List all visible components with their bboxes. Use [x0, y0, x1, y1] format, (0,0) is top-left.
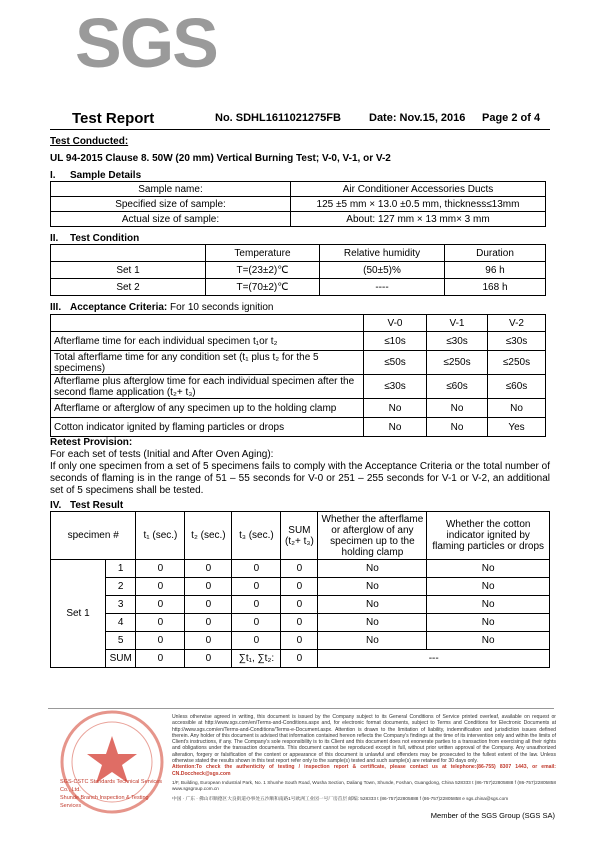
retest-line1: For each set of tests (Initial and After Oven Aging):	[50, 449, 274, 460]
test-standard: UL 94-2015 Clause 8. 50W (20 mm) Vertical Burning Test; V-0, V-1, or V-2	[50, 153, 391, 164]
specimen-number: 1	[106, 560, 136, 578]
cotton-result: No	[427, 614, 550, 632]
sum-value: 0	[281, 614, 318, 632]
criterion: Total afterflame time for any condition set (t₁ plus t₂ for the 5 specimens)	[51, 351, 364, 375]
sample-value: Air Conditioner Accessories Ducts	[291, 182, 546, 197]
seal-text	[60, 778, 170, 810]
criterion-value: No	[364, 399, 427, 418]
col-header: V-2	[488, 315, 546, 332]
t2-value: 0	[185, 596, 232, 614]
retest-line2: If only one specimen from a set of 5 specimens fails to comply with the Acceptance Criteria or the total number of seconds of flaming is in the range of 51 – 55 seconds for V-0 or 251 – 255 seconds for V-1 or V-2, an additional set of 5 specimens shall be tested.	[50, 461, 550, 497]
sum-label: SUM	[106, 650, 136, 668]
duration: 168 h	[445, 279, 546, 296]
t3-value: 0	[232, 578, 281, 596]
report-title: Test Report	[72, 110, 155, 127]
section-i-number: I.	[50, 170, 56, 181]
sgs-logo: SGS	[75, 4, 217, 82]
col-header: V-1	[427, 315, 488, 332]
cotton-result: No	[427, 596, 550, 614]
temperature: T=(23±2)℃	[206, 262, 320, 279]
address-cn: 中国 · 广东 · 佛山市顺德区大良街道办事处五沙顺和南路1号欧洲工业园一号厂房首层 邮编: 528333 t (86-757)22805888 f (86-757)22805858 e sgs.china@sgs.com	[172, 795, 509, 801]
criterion-value: ≤10s	[364, 332, 427, 351]
member-line: Member of the SGS Group (SGS SA)	[430, 811, 555, 820]
col-header: specimen #	[51, 512, 136, 560]
col-header: SUM (t₂+ t₃)	[281, 512, 318, 560]
col-header: t₂ (sec.)	[185, 512, 232, 560]
section-ii-heading: Test Condition	[70, 233, 140, 244]
set-label: Set 2	[51, 279, 206, 296]
sample-value: 125 ±5 mm × 13.0 ±0.5 mm, thickness≤13mm	[291, 197, 546, 212]
t1-value: 0	[136, 632, 185, 650]
col-header: Duration	[445, 245, 546, 262]
criterion-value: No	[488, 399, 546, 418]
footer-text	[172, 714, 556, 802]
t3-value: 0	[232, 632, 281, 650]
disclaimer: Unless otherwise agreed in writing, this document is issued by the Company subject to its General Conditions of Service printed overleaf, available on request or accessible at http://www.sgs.com/en/Terms-and-Conditions.aspx and, for electronic format documents, subject to Terms and Conditions for Electronic Documents at http://www.sgs.com/en/Terms-and-Conditions/Terms-e-Document.aspx. Attention is drawn to the limitation of liability, indemnification and jurisdiction issues defined therein. Any holder of this document is advised that information contained hereon reflects the Company's findings at the time of its intervention only and within the limits of Client's instructions, if any. The Company's sole responsibility is to its Client and this document does not exonerate parties to a transaction from exercising all their rights and obligations under the transaction documents. This document cannot be reproduced except in full, without prior written approval of the Company. Any unauthorized alteration, forgery or falsification of the content or appearance of this document is unlawful and offenders may be prosecuted to the fullest extent of the law. Unless otherwise stated the results shown in this test report refer only to the sample(s) tested and such sample(s) are retained for 30 days only.	[172, 714, 556, 765]
cotton-result: No	[427, 578, 550, 596]
criterion-value: ≤50s	[364, 351, 427, 375]
t3-value: 0	[232, 560, 281, 578]
t2-value: 0	[185, 632, 232, 650]
t2-value: 0	[185, 560, 232, 578]
specimen-number: 4	[106, 614, 136, 632]
authenticity-notice: Attention:To check the authenticity of testing / inspection report & certificate, please contact us at telephone:(86-755) 8307 1443, or email: CN.Doccheck@sgs.com	[172, 764, 556, 777]
criterion-value: ≤250s	[488, 351, 546, 375]
test-conducted-label: Test Conducted:	[50, 136, 129, 147]
col-header: Whether the afterflame or afterglow of any specimen up to the holding clamp	[318, 512, 427, 560]
section-ii-number: II.	[50, 233, 59, 244]
criterion-value: ≤250s	[427, 351, 488, 375]
clamp-result: No	[318, 632, 427, 650]
section-iii-heading-line	[70, 302, 273, 313]
col-header: V-0	[364, 315, 427, 332]
t1-value: 0	[136, 560, 185, 578]
sample-table	[50, 181, 546, 227]
sum-value: 0	[281, 596, 318, 614]
criterion-value: ≤60s	[427, 375, 488, 399]
t2-value: 0	[185, 578, 232, 596]
criterion-value: Yes	[488, 418, 546, 437]
col-header: Relative humidity	[320, 245, 445, 262]
col-header: Temperature	[206, 245, 320, 262]
page-number: Page 2 of 4	[482, 112, 541, 124]
set-label: Set 1	[51, 262, 206, 279]
criterion-value: ≤30s	[364, 375, 427, 399]
clamp-result: No	[318, 560, 427, 578]
t2-value: 0	[185, 614, 232, 632]
criterion: Afterflame time for each individual specimen t₁or t₂	[51, 332, 364, 351]
header-rule	[50, 129, 550, 130]
sample-label: Actual size of sample:	[51, 212, 291, 227]
t2-sum: 0	[185, 650, 232, 668]
retest-heading: Retest Provision:	[50, 437, 133, 448]
criterion-value: No	[364, 418, 427, 437]
address-en: 1/F, Building, European Industrial Park, No. 1 Shunhe South Road, Wusha Section, Daliang Town, Shunde, Foshan, Guangdong, China 528333 t (86-757)22805888 f (86-757)22805858 www.sgsgroup.com.cn	[172, 779, 556, 792]
sample-label: Specified size of sample:	[51, 197, 291, 212]
t1-sum: 0	[136, 650, 185, 668]
t1-value: 0	[136, 614, 185, 632]
result-table	[50, 511, 550, 668]
t3-value: 0	[232, 614, 281, 632]
sigma-label: ∑t₁, ∑t₂:	[232, 650, 281, 668]
cotton-result: No	[427, 560, 550, 578]
criterion-value: No	[427, 399, 488, 418]
sum-value: 0	[281, 560, 318, 578]
criterion-value: ≤30s	[427, 332, 488, 351]
humidity: (50±5)%	[320, 262, 445, 279]
sigma-value: 0	[281, 650, 318, 668]
set-label: Set 1	[51, 560, 106, 668]
section-i-heading: Sample Details	[70, 170, 142, 181]
clamp-result: No	[318, 578, 427, 596]
cotton-result: No	[427, 632, 550, 650]
report-number: No. SDHL1611021275FB	[215, 112, 341, 124]
criterion-value: ≤30s	[488, 332, 546, 351]
report-date: Date: Nov.15, 2016	[369, 112, 466, 124]
criterion-value: ≤60s	[488, 375, 546, 399]
duration: 96 h	[445, 262, 546, 279]
sum-value: 0	[281, 578, 318, 596]
col-header: t₁ (sec.)	[136, 512, 185, 560]
t1-value: 0	[136, 596, 185, 614]
section-iii-note: For 10 seconds ignition	[167, 302, 274, 313]
humidity: ----	[320, 279, 445, 296]
sum-dashes: ---	[318, 650, 550, 668]
clamp-result: No	[318, 596, 427, 614]
sum-value: 0	[281, 632, 318, 650]
specimen-number: 3	[106, 596, 136, 614]
seal-branch: Shunde Branch Inspection & Testing Services	[60, 795, 149, 809]
sample-label: Sample name:	[51, 182, 291, 197]
section-iii-heading: Acceptance Criteria:	[70, 302, 168, 313]
section-iv-number: IV.	[50, 500, 62, 511]
criteria-table	[50, 314, 546, 437]
temperature: T=(70±2)℃	[206, 279, 320, 296]
specimen-number: 5	[106, 632, 136, 650]
t1-value: 0	[136, 578, 185, 596]
sample-value: About: 127 mm × 13 mm× 3 mm	[291, 212, 546, 227]
col-header: Whether the cotton indicator ignited by flaming particles or drops	[427, 512, 550, 560]
section-iii-number: III.	[50, 302, 62, 313]
t3-value: 0	[232, 596, 281, 614]
criterion: Afterflame plus afterglow time for each individual specimen after the second flame application (t₂+ t₃)	[51, 375, 364, 399]
condition-table	[50, 244, 546, 296]
section-iv-heading: Test Result	[70, 500, 124, 511]
col-header: t₃ (sec.)	[232, 512, 281, 560]
clamp-result: No	[318, 614, 427, 632]
seal-org: SGS-CSTC Standards Technical Services Co., Ltd.	[60, 779, 162, 793]
criterion-value: No	[427, 418, 488, 437]
specimen-number: 2	[106, 578, 136, 596]
criterion: Afterflame or afterglow of any specimen up to the holding clamp	[51, 399, 364, 418]
criterion: Cotton indicator ignited by flaming particles or drops	[51, 418, 364, 437]
